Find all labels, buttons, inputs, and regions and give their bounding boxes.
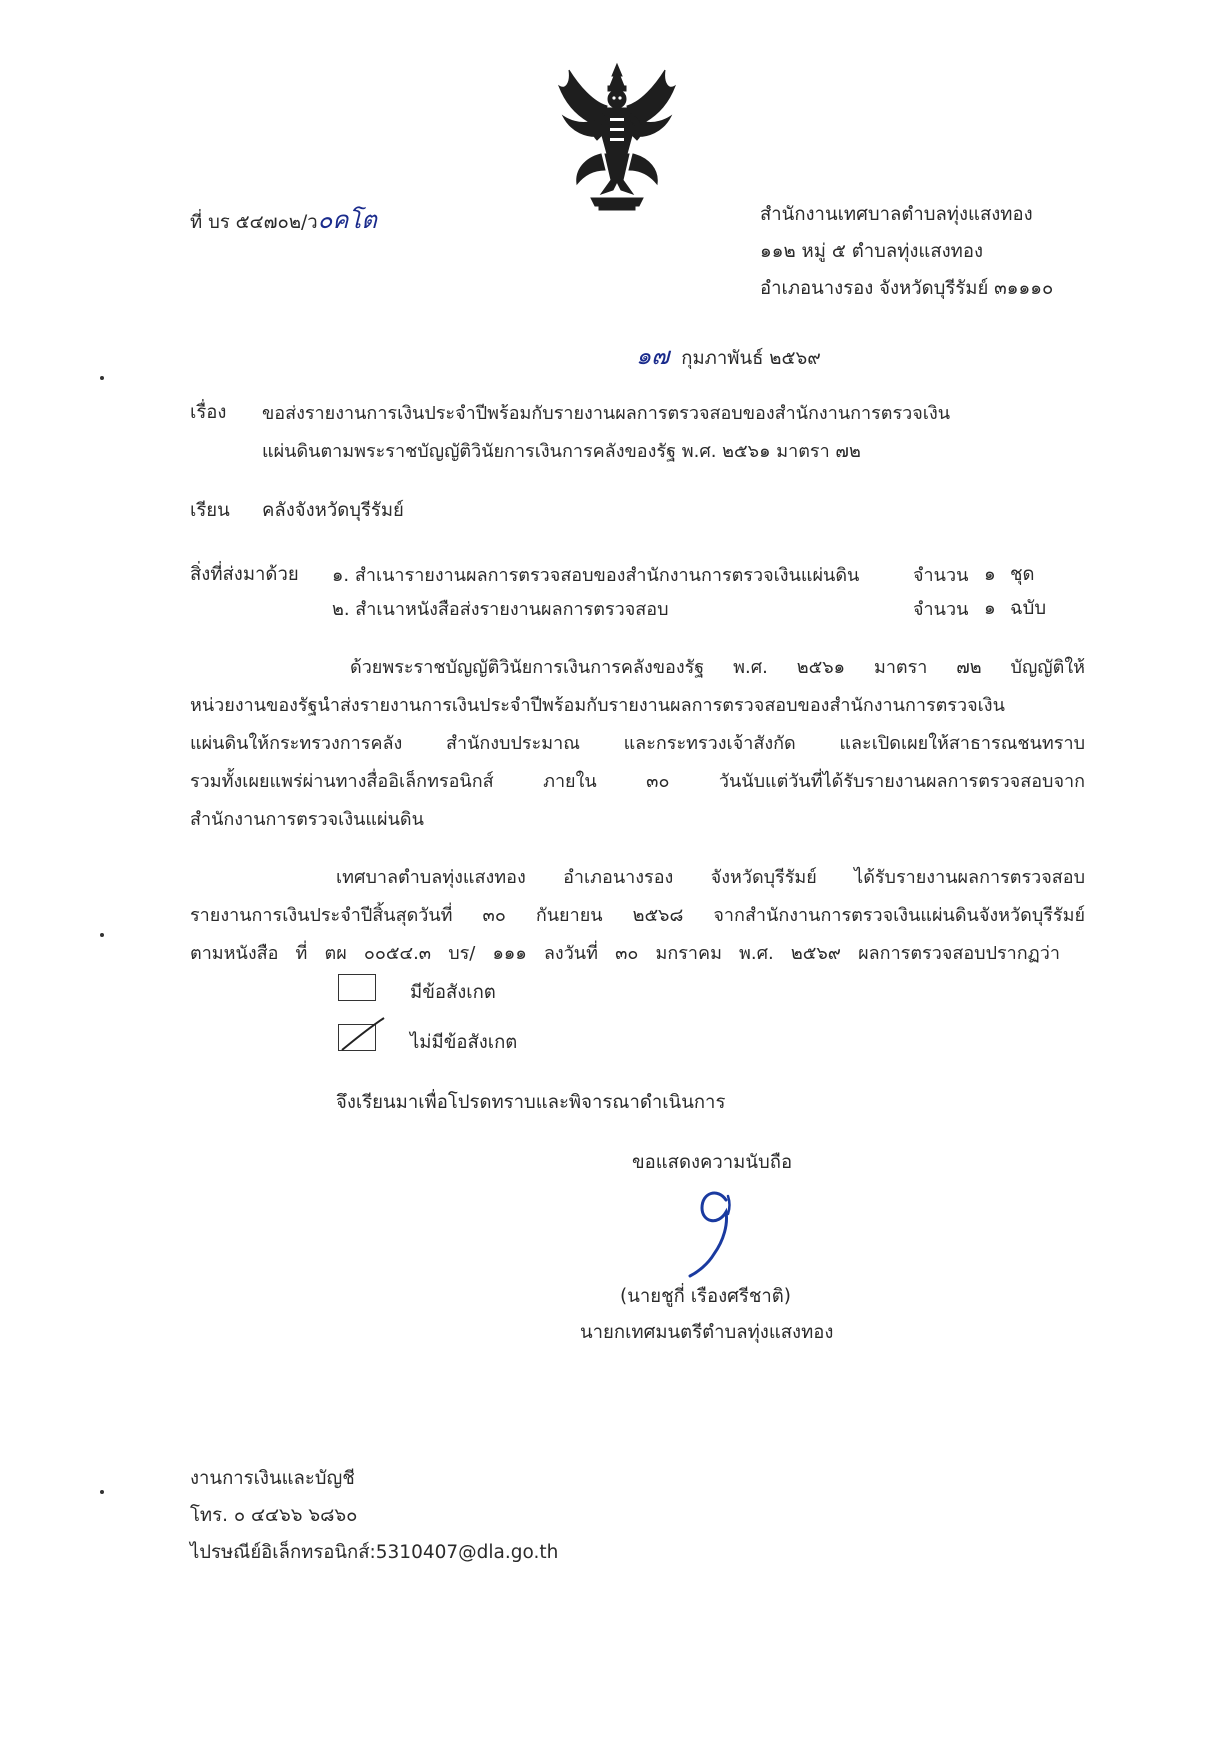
reference-handwritten: ๐คโต	[317, 206, 377, 234]
signature	[668, 1182, 748, 1282]
body-paragraph-2-line: เทศบาลตำบลทุ่งแสงทอง อำเภอนางรอง จังหวัดบุรีรัมย์ ได้รับรายงานผลการตรวจสอบ	[336, 867, 1085, 888]
option-label: ไม่มีข้อสังเกต	[410, 1032, 518, 1053]
sender-address-line2: อำเภอนางรอง จังหวัดบุรีรัมย์ ๓๑๑๑๐	[760, 278, 1054, 299]
footer-department: งานการเงินและบัญชี	[190, 1468, 355, 1489]
body-paragraph-1-line: สำนักงานการตรวจเงินแผ่นดิน	[190, 809, 424, 830]
letter-date	[636, 336, 821, 375]
body-paragraph-2-line: รายงานการเงินประจำปีสิ้นสุดวันที่ ๓๐ กันยายน ๒๕๖๘ จากสำนักงานการตรวจเงินแผ่นดินจังหวัดบุรีรัมย์	[190, 905, 1085, 926]
to-value: คลังจังหวัดบุรีรัมย์	[262, 500, 404, 521]
subject-line2: แผ่นดินตามพระราชบัญญัติวินัยการเงินการคลังของรัฐ พ.ศ. ๒๕๖๑ มาตรา ๗๒	[262, 441, 861, 462]
margin-dot	[100, 376, 104, 380]
enclosure-item: ๑. สำเนารายงานผลการตรวจสอบของสำนักงานการตรวจเงินแผ่นดิน	[332, 565, 860, 586]
option-label: มีข้อสังเกต	[410, 982, 496, 1003]
garuda-emblem	[555, 62, 679, 212]
regards: ขอแสดงความนับถือ	[632, 1152, 793, 1173]
body-paragraph-2-line: ตามหนังสือ ที่ ตผ ๐๐๕๔.๓ บร/ ๑๑๑ ลงวันที่ ๓๐ มกราคม พ.ศ. ๒๕๖๙ ผลการตรวจสอบปรากฏว่า	[190, 943, 1060, 964]
enclosure-qty-label: จำนวน	[913, 565, 969, 586]
reference-prefix: ที่ บร ๕๔๗๐๒/ว	[190, 212, 318, 233]
enclosures-label: สิ่งที่ส่งมาด้วย	[190, 564, 299, 585]
enclosure-qty: ๑	[984, 598, 996, 619]
footer-phone: โทร. ๐ ๔๔๖๖ ๖๘๖๐	[190, 1505, 358, 1526]
signer-name: (นายชูกี่ เรืองศรีชาติ)	[620, 1286, 791, 1307]
enclosure-unit: ชุด	[1010, 564, 1035, 585]
margin-dot	[100, 933, 104, 937]
body-paragraph-1-line: ด้วยพระราชบัญญัติวินัยการเงินการคลังของรัฐ พ.ศ. ๒๕๖๑ มาตรา ๗๒ บัญญัติให้	[350, 657, 1085, 678]
subject-line1: ขอส่งรายงานการเงินประจำปีพร้อมกับรายงานผลการตรวจสอบของสำนักงานการตรวจเงิน	[262, 403, 951, 424]
option-checkbox-unchecked	[338, 974, 376, 1001]
sender-address-line1: ๑๑๒ หมู่ ๕ ตำบลทุ่งแสงทอง	[760, 241, 984, 262]
closing-request: จึงเรียนมาเพื่อโปรดทราบและพิจารณาดำเนินการ	[336, 1092, 726, 1113]
body-paragraph-1-line: แผ่นดินให้กระทรวงการคลัง สำนักงบประมาณ และกระทรวงเจ้าสังกัด และเปิดเผยให้สาธารณชนทราบ	[190, 733, 1085, 754]
body-paragraph-1-line: หน่วยงานของรัฐนำส่งรายงานการเงินประจำปีพร้อมกับรายงานผลการตรวจสอบของสำนักงานการตรวจเงิน	[190, 695, 1005, 716]
signer-title: นายกเทศมนตรีตำบลทุ่งแสงทอง	[580, 1322, 834, 1343]
footer-email: ไปรษณีย์อิเล็กทรอนิกส์:5310407@dla.go.th	[190, 1542, 559, 1563]
date-day-handwritten: ๑๗	[636, 342, 670, 370]
margin-dot	[100, 1490, 104, 1494]
reference-number	[190, 200, 377, 239]
sender-office: สำนักงานเทศบาลตำบลทุ่งแสงทอง	[760, 204, 1033, 225]
body-paragraph-1-line: รวมทั้งเผยแพร่ผ่านทางสื่ออิเล็กทรอนิกส์ ภายใน ๓๐ วันนับแต่วันที่ได้รับรายงานผลการตรวจสอบจาก	[190, 771, 1085, 792]
subject-label: เรื่อง	[190, 402, 227, 423]
enclosure-qty: ๑	[984, 564, 996, 585]
date-month-year: กุมภาพันธ์ ๒๕๖๙	[681, 348, 821, 369]
enclosure-qty-label: จำนวน	[913, 599, 969, 620]
enclosure-unit: ฉบับ	[1010, 598, 1047, 619]
enclosure-item: ๒. สำเนาหนังสือส่งรายงานผลการตรวจสอบ	[332, 599, 669, 620]
checkmark-icon	[336, 1014, 388, 1054]
to-label: เรียน	[190, 500, 230, 521]
